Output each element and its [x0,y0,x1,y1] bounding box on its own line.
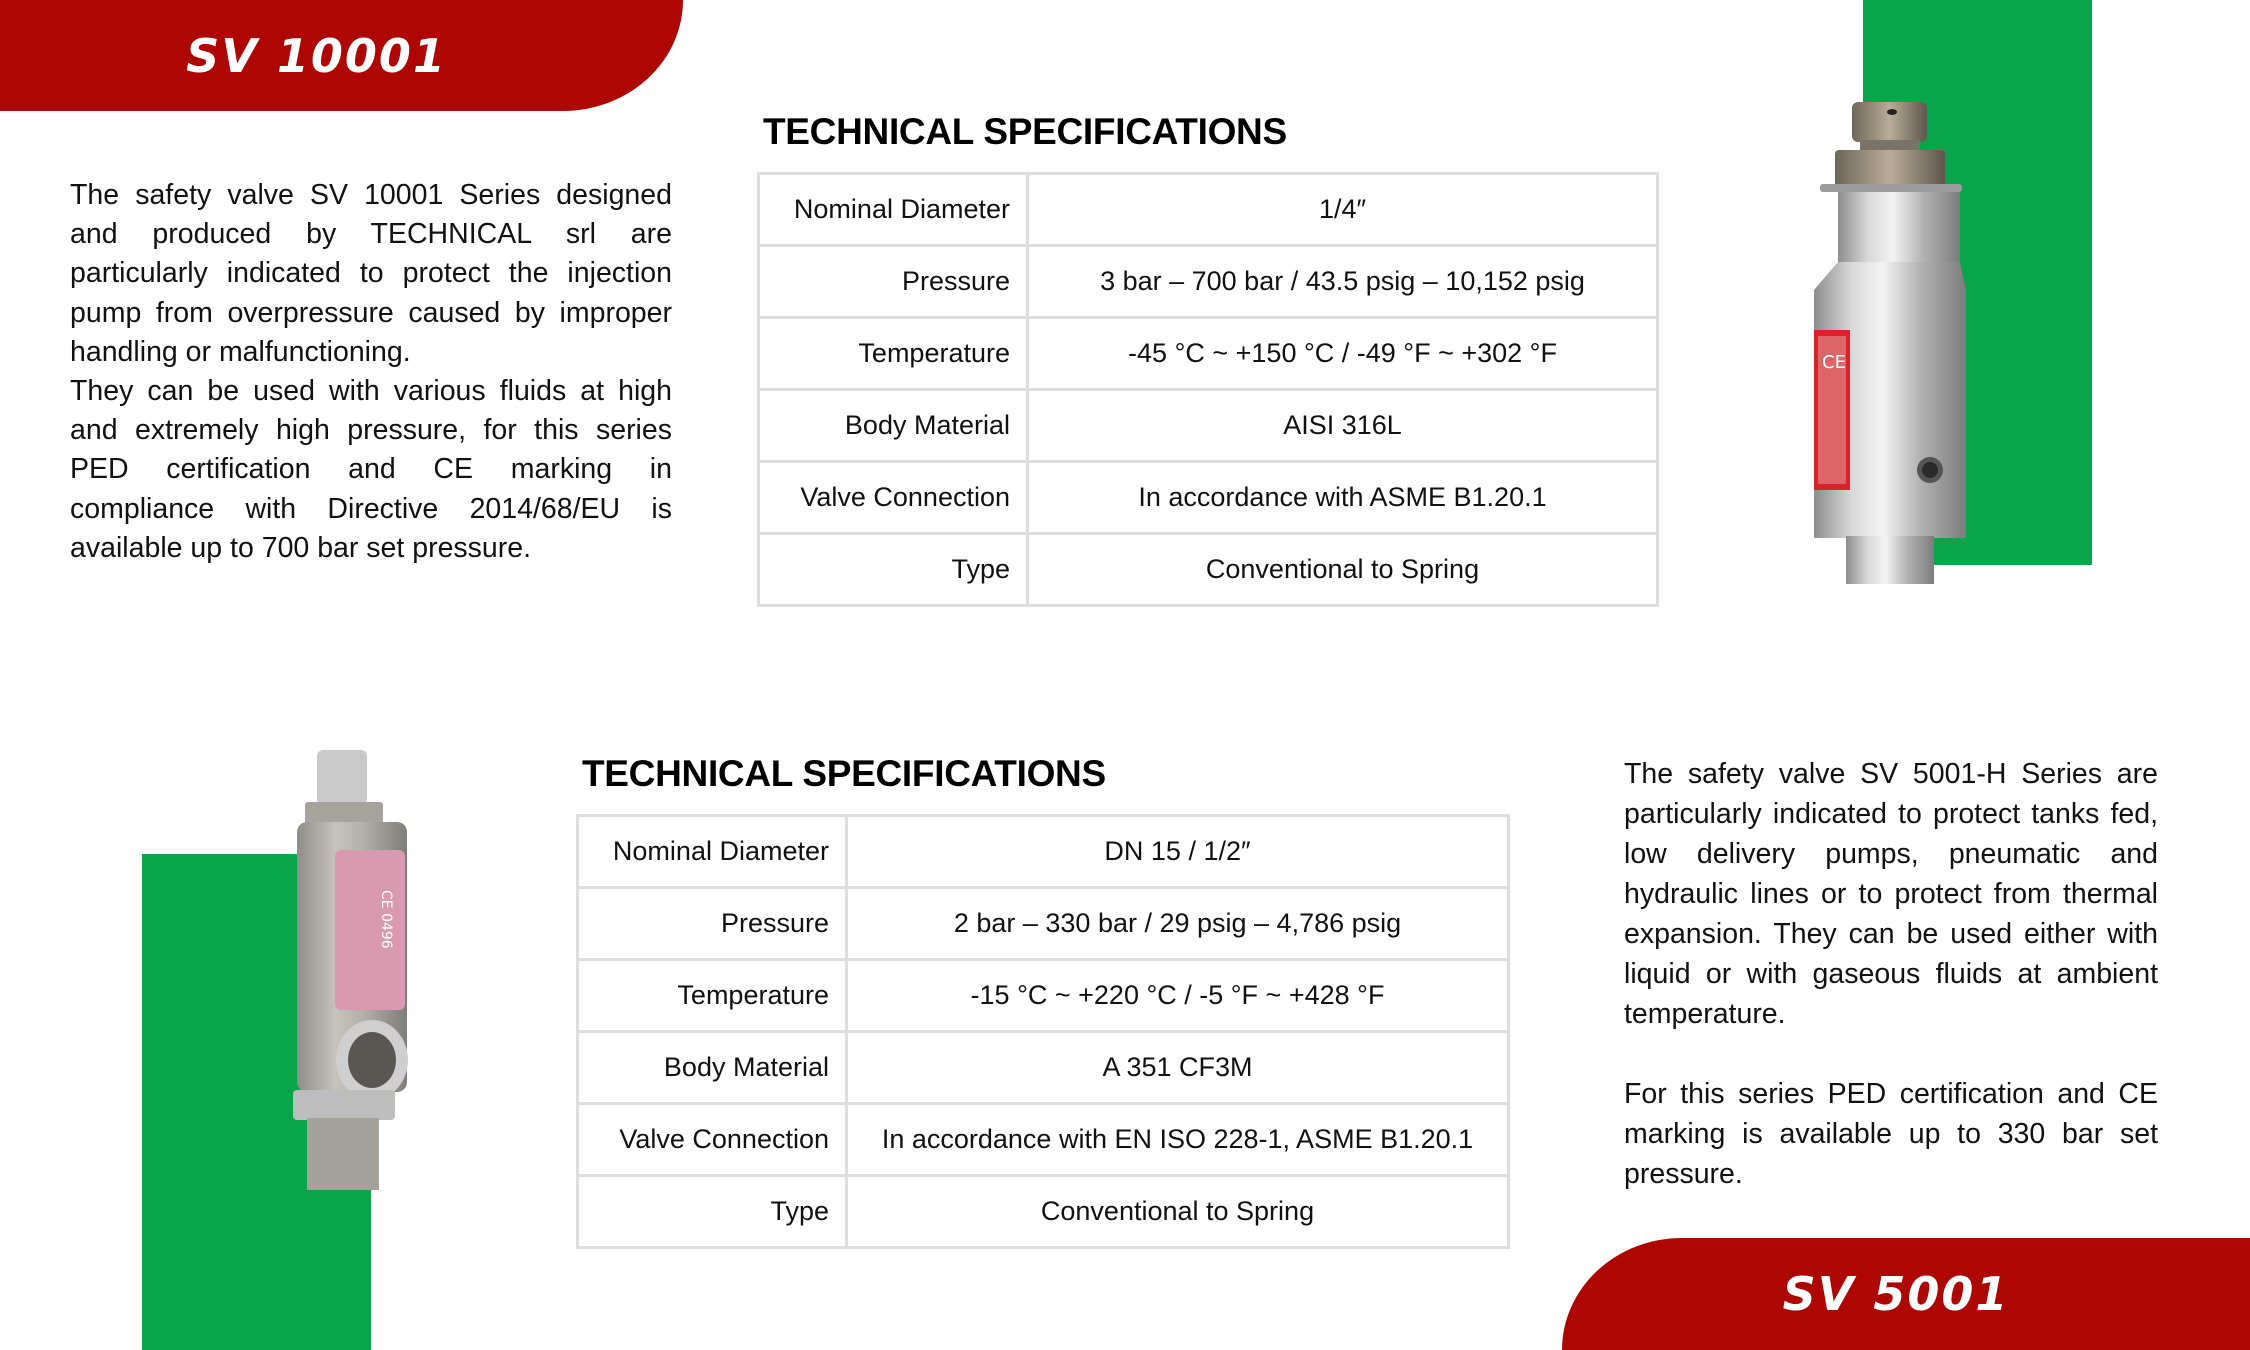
table-row [759,390,1658,462]
table-row [578,960,1509,1032]
spec-value: In accordance with EN ISO 228-1, ASME B1.20.1 [847,1104,1509,1176]
table-row [759,246,1658,318]
spec-label: Body Material [578,1032,847,1104]
spec-value: In accordance with ASME B1.20.1 [1028,462,1658,534]
description-paragraph: The safety valve SV 5001-H Series are particularly indicated to protect tanks fed, low delivery pumps, pneumatic and hydraulic lines or to protect from thermal expansion. They can be used either with liquid or with gaseous fluids at ambient temperature. [1624,758,2158,1030]
spec-label: Temperature [578,960,847,1032]
table-row [578,888,1509,960]
series-title: SV 5001 [1782,1267,2010,1321]
table-row [759,174,1658,246]
spec-value: 3 bar – 700 bar / 43.5 psig – 10,152 psig [1028,246,1658,318]
spec-value: AISI 316L [1028,390,1658,462]
spec-label: Pressure [759,246,1028,318]
table-row [759,534,1658,606]
spec-label: Body Material [759,390,1028,462]
spec-value: 1/4″ [1028,174,1658,246]
spec-value: Conventional to Spring [847,1176,1509,1248]
spec-value: DN 15 / 1/2″ [847,816,1509,888]
spec-label: Valve Connection [759,462,1028,534]
spec-value: -45 °C ~ +150 °C / -49 °F ~ +302 °F [1028,318,1658,390]
series-banner-sv5001 [1562,1238,2250,1350]
description-paragraph: They can be used with various fluids at high and extremely high pressure, for this series PED certification and CE marking in compliance with Directive 2014/68/EU is available up to 700 bar set pressure. [70,375,672,564]
spec-value: A 351 CF3M [847,1032,1509,1104]
sv10001-description [70,176,672,568]
spec-label: Type [578,1176,847,1248]
description-paragraph: The safety valve SV 10001 Series designed and produced by TECHNICAL srl are particularly indicated to protect the injection pump from overpressure caused by improper handling or malfunctioning. [70,179,672,368]
series-title: SV 10001 [186,28,447,83]
spec-label: Pressure [578,888,847,960]
description-paragraph: For this series PED certification and CE marking is available up to 330 bar set pressure. [1624,1078,2158,1190]
spec-label: Valve Connection [578,1104,847,1176]
paragraph-spacer [1624,1034,2158,1074]
technical-specifications-table [576,814,1510,1249]
spec-label: Nominal Diameter [578,816,847,888]
spec-label: Nominal Diameter [759,174,1028,246]
table-row [578,1032,1509,1104]
table-row [578,1104,1509,1176]
technical-specifications-heading: TECHNICAL SPECIFICATIONS [582,753,1106,794]
technical-specifications-heading: TECHNICAL SPECIFICATIONS [763,111,1287,152]
spec-label: Type [759,534,1028,606]
spec-label: Temperature [759,318,1028,390]
sv5001-description [1624,754,2158,1194]
table-row [759,318,1658,390]
spec-value: 2 bar – 330 bar / 29 psig – 4,786 psig [847,888,1509,960]
valve-image-sv5001 [277,750,427,1195]
table-row [759,462,1658,534]
valve-image-sv10001 [1800,100,1980,590]
table-row [578,816,1509,888]
spec-value: -15 °C ~ +220 °C / -5 °F ~ +428 °F [847,960,1509,1032]
svg-text:CE 0496: CE 0496 [378,890,394,949]
svg-text:CE: CE [1822,352,1846,373]
spec-value: Conventional to Spring [1028,534,1658,606]
technical-specifications-table [757,172,1659,607]
series-banner-sv10001 [0,0,683,111]
table-row [578,1176,1509,1248]
